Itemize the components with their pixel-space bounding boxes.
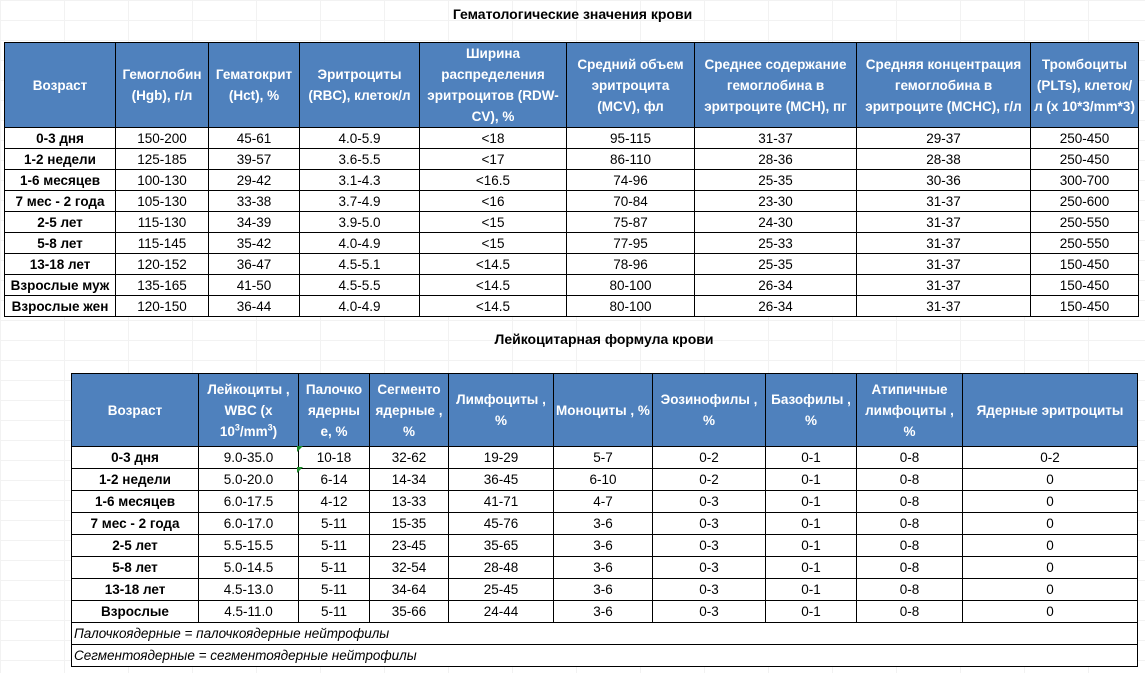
value-cell[interactable]: 45-76 (449, 513, 554, 535)
value-cell[interactable]: 5.0-14.5 (199, 557, 299, 579)
value-cell[interactable]: 31-37 (695, 128, 857, 149)
value-cell[interactable]: 0-1 (766, 579, 857, 601)
value-cell[interactable]: 10-18 (299, 447, 370, 469)
value-cell[interactable]: 0-2 (653, 469, 766, 491)
footnote: Палочкоядерные = палочкоядерные нейтрофилы (72, 623, 1138, 645)
age-cell[interactable]: 1-6 месяцев (5, 170, 116, 191)
header-band: Палочко ядерны е, % (299, 374, 370, 447)
value-cell[interactable]: 13-33 (370, 491, 449, 513)
value-cell[interactable]: 0 (963, 535, 1138, 557)
value-cell[interactable]: 4.0-4.9 (300, 296, 420, 317)
header-mcv: Средний объем эритроцита (MCV), фл (567, 43, 695, 128)
value-cell[interactable]: <17 (420, 149, 567, 170)
table-row (72, 535, 1138, 557)
value-cell[interactable]: 3-6 (554, 579, 653, 601)
value-cell[interactable]: 95-115 (567, 128, 695, 149)
table-row (72, 601, 1138, 623)
header-seg: Сегменто ядерные , % (370, 374, 449, 447)
age-cell[interactable]: Взрослые жен (5, 296, 116, 317)
value-cell[interactable]: 150-200 (116, 128, 209, 149)
value-cell[interactable]: 0 (963, 513, 1138, 535)
header-wbc-text: Лейкоциты , WBC (x 10 (207, 381, 290, 439)
value-cell[interactable]: 6.0-17.0 (199, 513, 299, 535)
value-cell[interactable]: 150-450 (1031, 275, 1139, 296)
age-cell[interactable]: 7 мес - 2 года (5, 191, 116, 212)
header-plt: Тромбоциты (PLTs), клеток/л (x 10*3/mm*3) (1031, 43, 1139, 128)
value-cell[interactable]: 250-550 (1031, 233, 1139, 254)
value-cell[interactable]: 45-61 (209, 128, 300, 149)
value-cell[interactable]: 25-33 (695, 233, 857, 254)
value-cell[interactable]: 125-185 (116, 149, 209, 170)
value-cell[interactable]: 0-2 (963, 447, 1138, 469)
age-cell[interactable]: Взрослые (72, 601, 199, 623)
table1-title: Гематологические значения крови (452, 6, 693, 22)
value-cell[interactable]: 0 (963, 557, 1138, 579)
value-cell[interactable]: 0-2 (653, 447, 766, 469)
table-row (5, 212, 1139, 233)
value-cell[interactable]: 150-450 (1031, 296, 1139, 317)
value-cell[interactable]: 29-37 (857, 128, 1031, 149)
value-cell[interactable]: 36-47 (209, 254, 300, 275)
value-cell[interactable]: 0-3 (653, 491, 766, 513)
value-cell[interactable]: 4.5-5.5 (300, 275, 420, 296)
value-cell[interactable]: 0-3 (653, 557, 766, 579)
value-cell[interactable]: 3.9-5.0 (300, 212, 420, 233)
value-cell[interactable]: 100-130 (116, 170, 209, 191)
value-cell[interactable]: 9.0-35.0 (199, 447, 299, 469)
value-cell[interactable]: 3-6 (554, 557, 653, 579)
value-cell[interactable]: 5-11 (299, 579, 370, 601)
value-cell[interactable]: 0-1 (766, 557, 857, 579)
value-cell[interactable]: 80-100 (567, 275, 695, 296)
table-row (5, 170, 1139, 191)
value-cell[interactable]: 250-450 (1031, 149, 1139, 170)
value-cell[interactable]: 6.0-17.5 (199, 491, 299, 513)
value-cell[interactable]: 3.7-4.9 (300, 191, 420, 212)
value-cell[interactable]: 77-95 (567, 233, 695, 254)
value-cell[interactable]: 24-30 (695, 212, 857, 233)
value-cell[interactable]: 74-96 (567, 170, 695, 191)
value-cell[interactable]: 4.5-11.0 (199, 601, 299, 623)
value-cell[interactable]: 41-71 (449, 491, 554, 513)
age-cell[interactable]: 0-3 дня (72, 447, 199, 469)
value-cell[interactable]: 5-11 (299, 601, 370, 623)
value-cell[interactable]: 86-110 (567, 149, 695, 170)
value-cell[interactable]: 23-45 (370, 535, 449, 557)
table-row (5, 254, 1139, 275)
value-cell[interactable]: 5-11 (299, 557, 370, 579)
age-cell[interactable]: 7 мес - 2 года (72, 513, 199, 535)
value-cell[interactable]: 250-450 (1031, 128, 1139, 149)
header-wbc-close: ) (272, 423, 278, 439)
value-cell[interactable]: 0-1 (766, 447, 857, 469)
value-cell[interactable]: 0-8 (857, 601, 963, 623)
header-atyp: Атипичные лимфоциты , % (857, 374, 963, 447)
value-cell[interactable]: 31-37 (857, 191, 1031, 212)
value-cell[interactable]: 6-14 (299, 469, 370, 491)
value-cell[interactable]: 0-1 (766, 469, 857, 491)
value-cell[interactable]: 3-6 (554, 535, 653, 557)
value-cell[interactable]: 25-35 (695, 170, 857, 191)
value-cell[interactable]: 78-96 (567, 254, 695, 275)
table-row (72, 557, 1138, 579)
header-age: Возраст (5, 43, 116, 128)
value-cell[interactable]: 0 (963, 469, 1138, 491)
value-cell[interactable]: 0-1 (766, 535, 857, 557)
value-cell[interactable]: 300-700 (1031, 170, 1139, 191)
value-cell[interactable]: 28-38 (857, 149, 1031, 170)
table1-header-row (5, 43, 1139, 128)
value-cell[interactable]: 5-7 (554, 447, 653, 469)
table-row (5, 128, 1139, 149)
value-cell[interactable]: 4.5-5.1 (300, 254, 420, 275)
value-cell[interactable]: 14-34 (370, 469, 449, 491)
age-cell[interactable]: 5-8 лет (5, 233, 116, 254)
cell-comment-marker (297, 446, 303, 452)
value-cell[interactable]: 29-42 (209, 170, 300, 191)
value-cell[interactable]: 15-35 (370, 513, 449, 535)
value-cell[interactable]: 120-150 (116, 296, 209, 317)
value-cell[interactable]: 0-1 (766, 601, 857, 623)
value-cell[interactable]: 250-550 (1031, 212, 1139, 233)
value-cell[interactable]: <15 (420, 212, 567, 233)
value-cell[interactable]: 41-50 (209, 275, 300, 296)
value-cell[interactable]: 4.0-4.9 (300, 233, 420, 254)
header-nrbc: Ядерные эритроциты (963, 374, 1138, 447)
value-cell[interactable]: 25-45 (449, 579, 554, 601)
value-cell[interactable]: 3-6 (554, 513, 653, 535)
value-cell[interactable]: 19-29 (449, 447, 554, 469)
value-cell[interactable]: 135-165 (116, 275, 209, 296)
header-hgb: Гемоглобин (Hgb), г/л (116, 43, 209, 128)
header-rdw: Ширина распределения эритроцитов (RDW-CV), % (420, 43, 567, 128)
value-cell[interactable]: 0-3 (653, 579, 766, 601)
value-cell[interactable]: <15 (420, 233, 567, 254)
value-cell[interactable]: 31-37 (857, 275, 1031, 296)
value-cell[interactable]: 4-12 (299, 491, 370, 513)
value-cell[interactable]: 39-57 (209, 149, 300, 170)
value-cell[interactable]: 0-3 (653, 513, 766, 535)
value-cell[interactable]: 3-6 (554, 601, 653, 623)
value-cell[interactable]: <14.5 (420, 254, 567, 275)
value-cell[interactable]: 23-30 (695, 191, 857, 212)
value-cell[interactable]: 0-1 (766, 491, 857, 513)
value-cell[interactable]: 28-36 (695, 149, 857, 170)
value-cell[interactable]: 105-130 (116, 191, 209, 212)
value-cell[interactable]: 0 (963, 579, 1138, 601)
value-cell[interactable]: 6-10 (554, 469, 653, 491)
value-cell[interactable]: 28-48 (449, 557, 554, 579)
value-cell[interactable]: 115-130 (116, 212, 209, 233)
value-cell[interactable]: 34-39 (209, 212, 300, 233)
header-rbc: Эритроциты (RBC), клеток/л (300, 43, 420, 128)
value-cell[interactable]: 5.5-15.5 (199, 535, 299, 557)
header-wbc (199, 374, 299, 447)
header-mchc: Средняя концентрация гемоглобина в эритроците (MCHC), г/л (857, 43, 1031, 128)
note-row (72, 623, 1138, 645)
age-cell[interactable]: 2-5 лет (72, 535, 199, 557)
value-cell[interactable]: 24-44 (449, 601, 554, 623)
value-cell[interactable]: 0-3 (653, 535, 766, 557)
value-cell[interactable]: 36-45 (449, 469, 554, 491)
table-row (5, 275, 1139, 296)
value-cell[interactable]: 26-34 (695, 296, 857, 317)
header-age: Возраст (72, 374, 199, 447)
value-cell[interactable]: 0-8 (857, 513, 963, 535)
age-cell[interactable]: 1-2 недели (5, 149, 116, 170)
age-cell[interactable]: Взрослые муж (5, 275, 116, 296)
value-cell[interactable]: 35-66 (370, 601, 449, 623)
value-cell[interactable]: 30-36 (857, 170, 1031, 191)
value-cell[interactable]: 5-11 (299, 535, 370, 557)
header-mono: Моноциты , % (554, 374, 653, 447)
value-cell[interactable]: 0-8 (857, 469, 963, 491)
table-row (72, 579, 1138, 601)
header-lymph: Лимфоциты , % (449, 374, 554, 447)
value-cell[interactable]: <16.5 (420, 170, 567, 191)
value-cell[interactable]: 120-152 (116, 254, 209, 275)
value-cell[interactable]: 33-38 (209, 191, 300, 212)
value-cell[interactable]: 70-84 (567, 191, 695, 212)
value-cell[interactable]: <14.5 (420, 275, 567, 296)
table2-title: Лейкоцитарная формула крови (494, 331, 714, 347)
value-cell[interactable]: 32-62 (370, 447, 449, 469)
value-cell[interactable]: 31-37 (857, 212, 1031, 233)
note-row (72, 645, 1138, 667)
value-cell[interactable]: 115-145 (116, 233, 209, 254)
header-hct: Гематокрит (Hct), % (209, 43, 300, 128)
age-cell[interactable]: 13-18 лет (72, 579, 199, 601)
value-cell[interactable]: 75-87 (567, 212, 695, 233)
superscript: 3 (267, 422, 273, 432)
header-baso: Базофилы , % (766, 374, 857, 447)
value-cell[interactable]: 0-1 (766, 513, 857, 535)
leukocyte-table (71, 373, 1138, 667)
header-eos: Эозинофилы , % (653, 374, 766, 447)
value-cell[interactable]: 4.0-5.9 (300, 128, 420, 149)
value-cell[interactable]: 3.6-5.5 (300, 149, 420, 170)
age-cell[interactable]: 2-5 лет (5, 212, 116, 233)
table-row (72, 491, 1138, 513)
value-cell[interactable]: 36-44 (209, 296, 300, 317)
table-row (5, 191, 1139, 212)
value-cell[interactable]: 5.0-20.0 (199, 469, 299, 491)
table2-header-row (72, 374, 1138, 447)
age-cell[interactable]: 0-3 дня (5, 128, 116, 149)
value-cell[interactable]: 31-37 (857, 296, 1031, 317)
header-mch: Среднее содержание гемоглобина в эритроците (MCH), пг (695, 43, 857, 128)
table-row (5, 296, 1139, 317)
footnote: Сегментоядерные = сегментоядерные нейтрофилы (72, 645, 1138, 667)
value-cell[interactable]: 3.1-4.3 (300, 170, 420, 191)
cell-comment-marker (297, 467, 303, 473)
age-cell[interactable]: 1-2 недели (72, 469, 199, 491)
table-row (72, 447, 1138, 469)
value-cell[interactable]: 26-34 (695, 275, 857, 296)
value-cell[interactable]: 150-450 (1031, 254, 1139, 275)
value-cell[interactable]: 34-64 (370, 579, 449, 601)
value-cell[interactable]: 0-8 (857, 491, 963, 513)
value-cell[interactable]: 0-8 (857, 447, 963, 469)
value-cell[interactable]: 0-8 (857, 557, 963, 579)
value-cell[interactable]: 31-37 (857, 233, 1031, 254)
age-cell[interactable]: 1-6 месяцев (72, 491, 199, 513)
value-cell[interactable]: <14.5 (420, 296, 567, 317)
age-cell[interactable]: 13-18 лет (5, 254, 116, 275)
value-cell[interactable]: <16 (420, 191, 567, 212)
table-row (72, 469, 1138, 491)
table-row (72, 513, 1138, 535)
table-row (5, 149, 1139, 170)
value-cell[interactable]: 0-3 (653, 601, 766, 623)
value-cell[interactable]: 0-8 (857, 535, 963, 557)
value-cell[interactable]: 32-54 (370, 557, 449, 579)
value-cell[interactable]: 35-65 (449, 535, 554, 557)
value-cell[interactable]: 25-35 (695, 254, 857, 275)
value-cell[interactable]: 0 (963, 601, 1138, 623)
value-cell[interactable]: 80-100 (567, 296, 695, 317)
value-cell[interactable]: <18 (420, 128, 567, 149)
table-row (5, 233, 1139, 254)
value-cell[interactable]: 4-7 (554, 491, 653, 513)
hematology-table (4, 42, 1139, 317)
header-wbc-unit: /mm (239, 423, 268, 439)
age-cell[interactable]: 5-8 лет (72, 557, 199, 579)
superscript: 3 (234, 422, 240, 432)
value-cell[interactable]: 35-42 (209, 233, 300, 254)
value-cell[interactable]: 4.5-13.0 (199, 579, 299, 601)
value-cell[interactable]: 0 (963, 491, 1138, 513)
value-cell[interactable]: 250-600 (1031, 191, 1139, 212)
value-cell[interactable]: 5-11 (299, 513, 370, 535)
value-cell[interactable]: 0-8 (857, 579, 963, 601)
value-cell[interactable]: 31-37 (857, 254, 1031, 275)
